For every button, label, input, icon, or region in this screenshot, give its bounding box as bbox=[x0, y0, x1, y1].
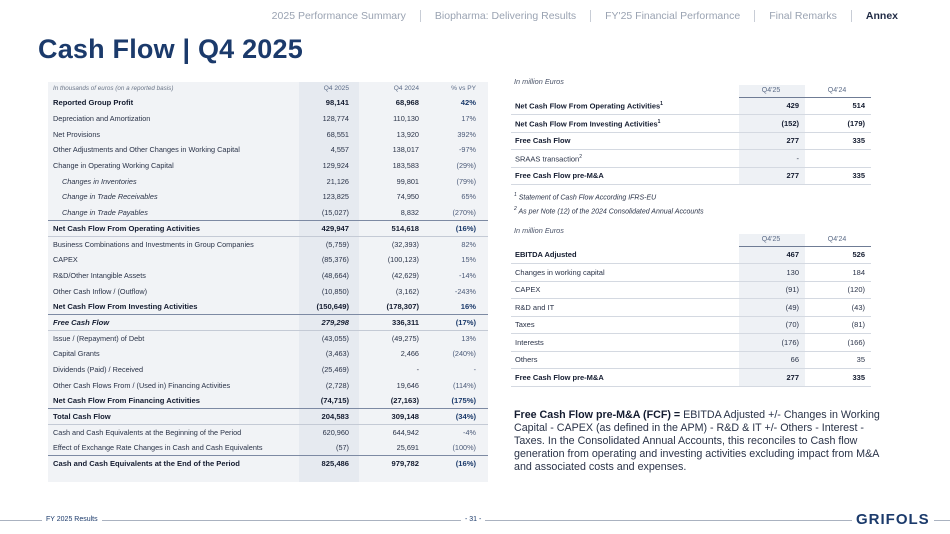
cell-q4-24: (179) bbox=[805, 115, 871, 133]
cell-q4-2025: 128,774 bbox=[322, 114, 349, 124]
row-label: Depreciation and Amortization bbox=[53, 114, 151, 124]
cell-q4-2025: (150,649) bbox=[316, 302, 349, 312]
page-number: - 31 - bbox=[461, 516, 485, 523]
fcf-definition-text: EBITDA Adjusted +/- Changes in Working Capital - CAPEX (as defined in the APM) - R&D & IT +/- Others - Interest - Taxes. In the Consolidated Annual Accounts, this reconciles to Cash flow generation from operating and investing activities excluding impact from M&A and associated costs and expenses. bbox=[514, 409, 880, 473]
cell-q4-25: 467 bbox=[739, 246, 805, 264]
row-label-text: Free Cash Flow pre-M&A bbox=[515, 372, 604, 382]
nav-item-annex[interactable]: Annex bbox=[851, 10, 912, 22]
column-header-q4-24: Q4'24 bbox=[805, 234, 871, 246]
table-header-row bbox=[48, 82, 488, 95]
cell-q4-2024: 2,466 bbox=[400, 349, 419, 359]
row-label bbox=[511, 316, 739, 334]
row-label bbox=[511, 264, 739, 282]
top-navigation bbox=[258, 10, 912, 22]
row-label bbox=[511, 132, 739, 150]
row-label bbox=[511, 369, 739, 387]
cell-q4-24: 35 bbox=[805, 351, 871, 369]
cell-pct-vs-py: 17% bbox=[461, 114, 476, 124]
table-row bbox=[48, 126, 488, 142]
cell-q4-25: (70) bbox=[739, 316, 805, 334]
row-label-text: Changes in working capital bbox=[515, 267, 605, 277]
cell-q4-2025: (5,759) bbox=[299, 236, 359, 252]
row-label: Reported Group Profit bbox=[53, 98, 134, 108]
row-label bbox=[511, 299, 739, 317]
cell-q4-24: 514 bbox=[805, 97, 871, 115]
cell-q4-2025: (48,664) bbox=[321, 270, 349, 280]
cell-pct-vs-py: -97% bbox=[458, 145, 476, 155]
footnote-marker: 2 bbox=[579, 153, 582, 160]
column-header-q4-2024: Q4 2024 bbox=[393, 85, 419, 92]
table-row bbox=[511, 167, 871, 185]
table-row bbox=[48, 236, 488, 252]
cell-q4-2025: 21,126 bbox=[326, 176, 349, 186]
table-row bbox=[511, 150, 871, 168]
footnote-marker: 1 bbox=[657, 118, 661, 125]
cell-q4-2024: 644,942 bbox=[359, 424, 431, 440]
cell-q4-2024: 99,801 bbox=[396, 176, 419, 186]
row-label-text: Net Cash Flow From Investing Activities bbox=[515, 119, 658, 128]
row-label: Changes in Inventories bbox=[62, 176, 137, 186]
table-row bbox=[511, 246, 871, 264]
cell-q4-25: 277 bbox=[739, 369, 805, 387]
row-label-text: Free Cash Flow bbox=[515, 136, 571, 146]
cell-q4-2024: 514,618 bbox=[359, 221, 431, 237]
cell-q4-24: (81) bbox=[805, 316, 871, 334]
table-row bbox=[48, 142, 488, 158]
cell-q4-24: 335 bbox=[805, 369, 871, 387]
cell-q4-25: (176) bbox=[739, 334, 805, 352]
table-row bbox=[48, 346, 488, 362]
cell-q4-2025: (57) bbox=[336, 443, 349, 453]
cell-pct-vs-py: - bbox=[473, 365, 476, 375]
table-row bbox=[511, 299, 871, 317]
cell-q4-2025: 825,486 bbox=[299, 456, 359, 472]
row-label: R&D/Other Intangible Assets bbox=[53, 270, 146, 280]
cell-q4-2024: 74,950 bbox=[396, 192, 419, 202]
row-label-text: SRAAS transaction bbox=[515, 154, 580, 163]
table-row bbox=[48, 252, 488, 268]
grifols-logo: GRIFOLS bbox=[852, 511, 934, 528]
row-label: Dividends (Paid) / Received bbox=[53, 365, 144, 375]
row-label: Net Cash Flow From Operating Activities bbox=[48, 221, 299, 237]
cell-q4-2024: 68,968 bbox=[395, 98, 419, 108]
footnote-marker: 1 bbox=[660, 100, 663, 107]
column-header-q4-24: Q4'24 bbox=[805, 85, 871, 97]
table-row bbox=[511, 264, 871, 282]
row-label: Cash and Cash Equivalents at the Beginning of the Period bbox=[48, 424, 299, 440]
row-label: Net Provisions bbox=[53, 129, 101, 139]
table-row bbox=[48, 409, 488, 425]
cell-pct-vs-py: 42% bbox=[460, 98, 476, 108]
cell-pct-vs-py: 392% bbox=[457, 129, 476, 139]
cell-q4-2024: 19,646 bbox=[396, 380, 419, 390]
footnotes bbox=[514, 190, 704, 218]
cell-q4-2024: (178,307) bbox=[386, 302, 419, 312]
cell-q4-24 bbox=[805, 150, 871, 168]
cell-q4-25: (91) bbox=[739, 281, 805, 299]
cell-pct-vs-py: (34%) bbox=[431, 409, 488, 425]
cell-q4-2025: 123,825 bbox=[322, 192, 349, 202]
row-label-text: Net Cash Flow From Operating Activities bbox=[515, 101, 661, 111]
cell-q4-2025: 4,557 bbox=[330, 145, 349, 155]
nav-item-financial-performance[interactable]: FY'25 Financial Performance bbox=[590, 10, 754, 22]
table-row bbox=[48, 111, 488, 127]
cell-q4-24: (166) bbox=[805, 334, 871, 352]
row-label bbox=[511, 115, 739, 133]
row-label bbox=[511, 97, 739, 115]
row-label-text: Interests bbox=[515, 337, 544, 347]
cell-q4-2024: (49,275) bbox=[359, 330, 431, 346]
cell-q4-2024: 309,148 bbox=[359, 409, 431, 425]
cell-q4-24: (43) bbox=[805, 299, 871, 317]
row-label-text: EBITDA Adjusted bbox=[515, 250, 577, 259]
cell-pct-vs-py: -4% bbox=[431, 424, 488, 440]
table-row bbox=[511, 132, 871, 150]
cell-pct-vs-py: 16% bbox=[460, 302, 476, 312]
cell-q4-24: 335 bbox=[805, 132, 871, 150]
table-row bbox=[48, 95, 488, 111]
cell-q4-2025: (3,463) bbox=[325, 349, 349, 359]
cell-q4-25: 429 bbox=[739, 97, 805, 115]
nav-item-biopharma[interactable]: Biopharma: Delivering Results bbox=[420, 10, 590, 22]
cell-q4-25: 277 bbox=[739, 167, 805, 185]
table-row bbox=[48, 283, 488, 299]
cell-q4-2024: 8,832 bbox=[400, 207, 419, 217]
table-row bbox=[511, 369, 871, 387]
cell-pct-vs-py: (79%) bbox=[456, 176, 476, 186]
fcf-definition-bold: Free Cash Flow pre-M&A (FCF) = bbox=[514, 409, 681, 421]
fcf-reconciliation-table bbox=[511, 234, 871, 387]
row-label: Business Combinations and Investments in Group Companies bbox=[48, 236, 299, 252]
column-header-q4-25: Q4'25 bbox=[739, 234, 805, 246]
table-row bbox=[48, 424, 488, 440]
cell-q4-25: (49) bbox=[739, 299, 805, 317]
row-label: Change in Trade Payables bbox=[62, 207, 148, 217]
row-label bbox=[511, 246, 739, 264]
table-row bbox=[48, 315, 488, 331]
cell-q4-2024: - bbox=[416, 365, 419, 375]
table-row bbox=[511, 115, 871, 133]
row-label: Total Cash Flow bbox=[48, 409, 299, 425]
row-label: Net Cash Flow From Investing Activities bbox=[53, 302, 198, 312]
cell-q4-2025: (25,469) bbox=[321, 365, 349, 375]
table-caption: In thousands of euros (on a reported basis) bbox=[53, 85, 174, 92]
page-title: Cash Flow | Q4 2025 bbox=[38, 34, 303, 64]
footer-results-label: FY 2025 Results bbox=[42, 516, 102, 523]
cell-pct-vs-py: -243% bbox=[454, 286, 476, 296]
footnote: $^2$ As per Note (12) of the 2024 Consolidated Annual Accounts bbox=[514, 205, 704, 216]
cell-q4-24: (120) bbox=[805, 281, 871, 299]
cell-q4-25: 66 bbox=[739, 351, 805, 369]
cell-q4-2024: 979,782 bbox=[359, 456, 431, 472]
cell-q4-24: 184 bbox=[805, 264, 871, 282]
row-label-text: R&D and IT bbox=[515, 302, 555, 312]
table-row bbox=[511, 351, 871, 369]
cell-q4-2024: (100,123) bbox=[387, 255, 419, 265]
table-row bbox=[48, 173, 488, 189]
row-label: Capital Grants bbox=[53, 349, 100, 359]
row-label bbox=[511, 334, 739, 352]
row-label: Free Cash Flow bbox=[48, 315, 299, 331]
row-label bbox=[511, 351, 739, 369]
table-header-row bbox=[511, 234, 871, 246]
cell-pct-vs-py: -14% bbox=[458, 270, 476, 280]
row-label: Cash and Cash Equivalents at the End of the Period bbox=[48, 456, 299, 472]
cell-q4-2025: 620,960 bbox=[299, 424, 359, 440]
cell-pct-vs-py: (100%) bbox=[452, 443, 476, 453]
cell-pct-vs-py: 65% bbox=[461, 192, 476, 202]
cell-q4-2025: (15,027) bbox=[321, 207, 349, 217]
cell-q4-2025: 129,924 bbox=[322, 161, 349, 171]
row-label: Other Adjustments and Other Changes in Working Capital bbox=[53, 145, 240, 155]
cell-q4-2025: (43,055) bbox=[299, 330, 359, 346]
table-row bbox=[48, 377, 488, 393]
row-label: Other Cash Flows From / (Used in) Financing Activities bbox=[53, 380, 231, 390]
table-row bbox=[48, 456, 488, 472]
table-row bbox=[48, 221, 488, 237]
cell-q4-2024: 138,017 bbox=[392, 145, 419, 155]
cell-q4-2025: 279,298 bbox=[299, 315, 359, 331]
cell-q4-25: 277 bbox=[739, 132, 805, 150]
table-row bbox=[511, 281, 871, 299]
cash-flow-detail-panel bbox=[48, 82, 488, 482]
cell-q4-2025: 68,551 bbox=[326, 129, 349, 139]
table-row bbox=[48, 393, 488, 409]
cell-q4-2024: (42,629) bbox=[391, 270, 419, 280]
cell-pct-vs-py: (16%) bbox=[431, 221, 488, 237]
cell-q4-24: 526 bbox=[805, 246, 871, 264]
table-row bbox=[511, 334, 871, 352]
cell-q4-2025: (85,376) bbox=[321, 255, 349, 265]
cell-pct-vs-py: 15% bbox=[461, 255, 476, 265]
row-label: Effect of Exchange Rate Changes in Cash and Cash Equivalents bbox=[53, 443, 263, 453]
table-row bbox=[511, 97, 871, 115]
row-label: Change in Operating Working Capital bbox=[53, 161, 174, 171]
fcf-definition-note bbox=[514, 409, 894, 474]
cell-q4-2025: 204,583 bbox=[299, 409, 359, 425]
table-row bbox=[48, 299, 488, 315]
cell-pct-vs-py: (114%) bbox=[453, 380, 476, 390]
row-label-text: Taxes bbox=[515, 320, 535, 330]
cell-q4-24: 335 bbox=[805, 167, 871, 185]
cell-q4-2024: (32,393) bbox=[359, 236, 431, 252]
cell-q4-2024: 110,130 bbox=[393, 114, 419, 124]
cell-pct-vs-py: 82% bbox=[431, 236, 488, 252]
cell-q4-2024: (3,162) bbox=[395, 286, 419, 296]
row-label: CAPEX bbox=[53, 255, 78, 265]
table-row bbox=[48, 205, 488, 221]
column-header-q4-25: Q4'25 bbox=[739, 85, 805, 97]
cell-pct-vs-py: 13% bbox=[431, 330, 488, 346]
cell-q4-2024: 25,691 bbox=[396, 443, 419, 453]
row-label: Net Cash Flow From Financing Activities bbox=[53, 396, 200, 406]
table-row bbox=[48, 268, 488, 284]
column-header-pct-vs-py: % vs PY bbox=[451, 85, 476, 92]
cell-q4-2024: (27,163) bbox=[390, 396, 419, 406]
cell-q4-2025: (2,728) bbox=[325, 380, 349, 390]
cell-pct-vs-py: (175%) bbox=[451, 396, 476, 406]
cell-q4-2024: 183,583 bbox=[392, 161, 419, 171]
cell-pct-vs-py: (270%) bbox=[452, 207, 476, 217]
column-header-q4-2025: Q4 2025 bbox=[323, 85, 349, 92]
cell-pct-vs-py: (29%) bbox=[456, 161, 476, 171]
cell-q4-2024: 336,311 bbox=[359, 315, 431, 331]
right-bottom-caption: In million Euros bbox=[514, 226, 564, 235]
nav-item-performance-summary[interactable]: 2025 Performance Summary bbox=[271, 10, 406, 22]
row-label bbox=[511, 150, 739, 168]
cell-q4-2025: 98,141 bbox=[325, 98, 349, 108]
cell-pct-vs-py: (240%) bbox=[452, 349, 476, 359]
table-row bbox=[48, 362, 488, 378]
cell-q4-25: - bbox=[739, 150, 805, 168]
row-label-text: Others bbox=[515, 355, 538, 365]
row-label-text: CAPEX bbox=[515, 285, 541, 295]
row-label bbox=[511, 167, 739, 185]
row-label bbox=[511, 281, 739, 299]
right-top-caption: In million Euros bbox=[514, 77, 564, 86]
row-label: Issue / (Repayment) of Debt bbox=[48, 330, 299, 346]
table-row bbox=[48, 158, 488, 174]
table-row bbox=[48, 189, 488, 205]
footnote: $^1$ Statement of Cash Flow According IFRS-EU bbox=[514, 192, 657, 202]
cell-q4-25: 130 bbox=[739, 264, 805, 282]
table-row bbox=[48, 330, 488, 346]
row-label: Other Cash Inflow / (Outflow) bbox=[53, 286, 148, 296]
row-label: Change in Trade Receivables bbox=[62, 192, 158, 202]
nav-item-final-remarks[interactable]: Final Remarks bbox=[754, 10, 851, 22]
cell-q4-25: (152) bbox=[739, 115, 805, 133]
cell-q4-2025: (10,850) bbox=[321, 286, 349, 296]
table-row bbox=[48, 440, 488, 456]
row-label-text: Free Cash Flow pre-M&A bbox=[515, 171, 604, 181]
cell-pct-vs-py: (17%) bbox=[431, 315, 488, 331]
cash-flow-detail-table bbox=[48, 82, 488, 472]
cell-q4-2025: 429,947 bbox=[299, 221, 359, 237]
table-header-row bbox=[511, 85, 871, 97]
cell-q4-2024: 13,920 bbox=[396, 129, 419, 139]
cell-pct-vs-py: (16%) bbox=[431, 456, 488, 472]
cell-q4-2025: (74,715) bbox=[320, 396, 349, 406]
fcf-summary-table bbox=[511, 85, 871, 185]
table-row bbox=[511, 316, 871, 334]
